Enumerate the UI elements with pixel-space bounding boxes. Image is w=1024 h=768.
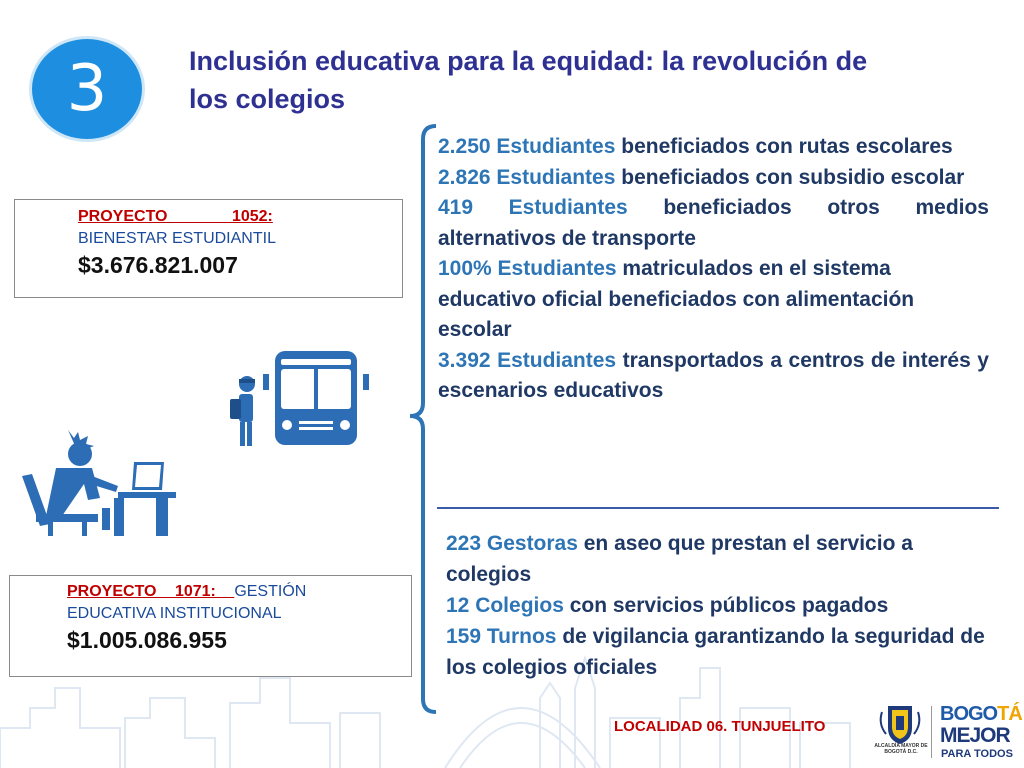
project-1052-box: [14, 199, 403, 298]
stat-item: [438, 193, 989, 254]
project-1071-name-part1: GESTIÓN: [234, 583, 307, 600]
curly-bracket: [390, 123, 440, 718]
project-1071-stats: [446, 528, 1001, 683]
bogota-logo-accent: TÁ: [997, 703, 1022, 725]
localidad-label: LOCALIDAD 06. TUNJUELITO: [614, 718, 826, 735]
stat-highlight: 419 Estudiantes: [438, 196, 628, 219]
project-1052-label: [78, 206, 394, 228]
project-1052-amount: $3.676.821.007: [78, 252, 238, 278]
bogota-logo-word: [940, 703, 1022, 726]
alcaldia-text: ALCALDÍA MAYOR DE BOGOTÁ D.C.: [874, 743, 928, 755]
stat-text: en aseo que prestan el servicio a colegios: [446, 532, 913, 586]
stat-item: [438, 346, 989, 407]
stat-highlight: 223 Gestoras: [446, 532, 578, 555]
project-1052-name: BIENESTAR ESTUDIANTIL: [78, 230, 276, 247]
project-1071-label-line: [67, 581, 407, 603]
project-1071-amount: $1.005.086.955: [67, 627, 227, 653]
stat-text: con servicios públicos pagados: [563, 594, 889, 617]
stat-text: beneficiados con rutas escolares: [615, 135, 953, 158]
stat-item: [446, 528, 1001, 590]
logo-divider: [931, 706, 932, 758]
stat-item: [438, 254, 989, 346]
slide-number: 3: [66, 52, 108, 126]
stat-highlight: 2.826 Estudiantes: [438, 165, 616, 189]
stat-text: transportados a centros de interés y escenarios educativos: [438, 348, 989, 402]
bogota-logo-prefix: BOGO: [940, 703, 998, 725]
stat-item: [438, 132, 989, 163]
mejor-logo-word: MEJOR: [940, 724, 1010, 747]
section-divider: [437, 507, 999, 509]
stat-highlight: 2.250 Estudiantes: [438, 135, 616, 158]
stat-item: [438, 163, 989, 194]
project-1052-label-text: PROYECTO 1052:: [78, 208, 273, 225]
project-1071-label: PROYECTO 1071:: [67, 583, 235, 600]
student-at-computer-icon: [18, 428, 178, 536]
project-1052-stats: [438, 132, 989, 407]
stat-highlight: 100% Estudiantes: [438, 257, 617, 280]
para-todos-logo-word: PARA TODOS: [941, 748, 1013, 760]
project-1071-name-part2: EDUCATIVA INSTITUCIONAL: [67, 605, 282, 622]
stat-text: de vigilancia garantizando la seguridad de los colegios oficiales: [446, 625, 985, 679]
student-with-bus-icon: [225, 349, 370, 449]
stat-item: [446, 621, 1001, 683]
stat-text: beneficiados otros medios alternativos de transporte: [438, 196, 989, 250]
stat-text: matriculados en el sistema educativo oficial beneficiados con alimentación escolar: [438, 257, 915, 341]
project-1071-box: [9, 575, 412, 677]
stat-highlight: 12 Colegios: [446, 594, 564, 617]
stat-highlight: 159 Turnos: [446, 625, 557, 648]
slide-title: Inclusión educativa para la equidad: la revolución de los colegios: [189, 46, 868, 114]
slide-number-badge: [29, 36, 145, 142]
stat-item: [446, 590, 1001, 621]
stat-highlight: 3.392 Estudiantes: [438, 348, 617, 372]
stat-text: beneficiados con subsidio escolar: [615, 165, 965, 189]
